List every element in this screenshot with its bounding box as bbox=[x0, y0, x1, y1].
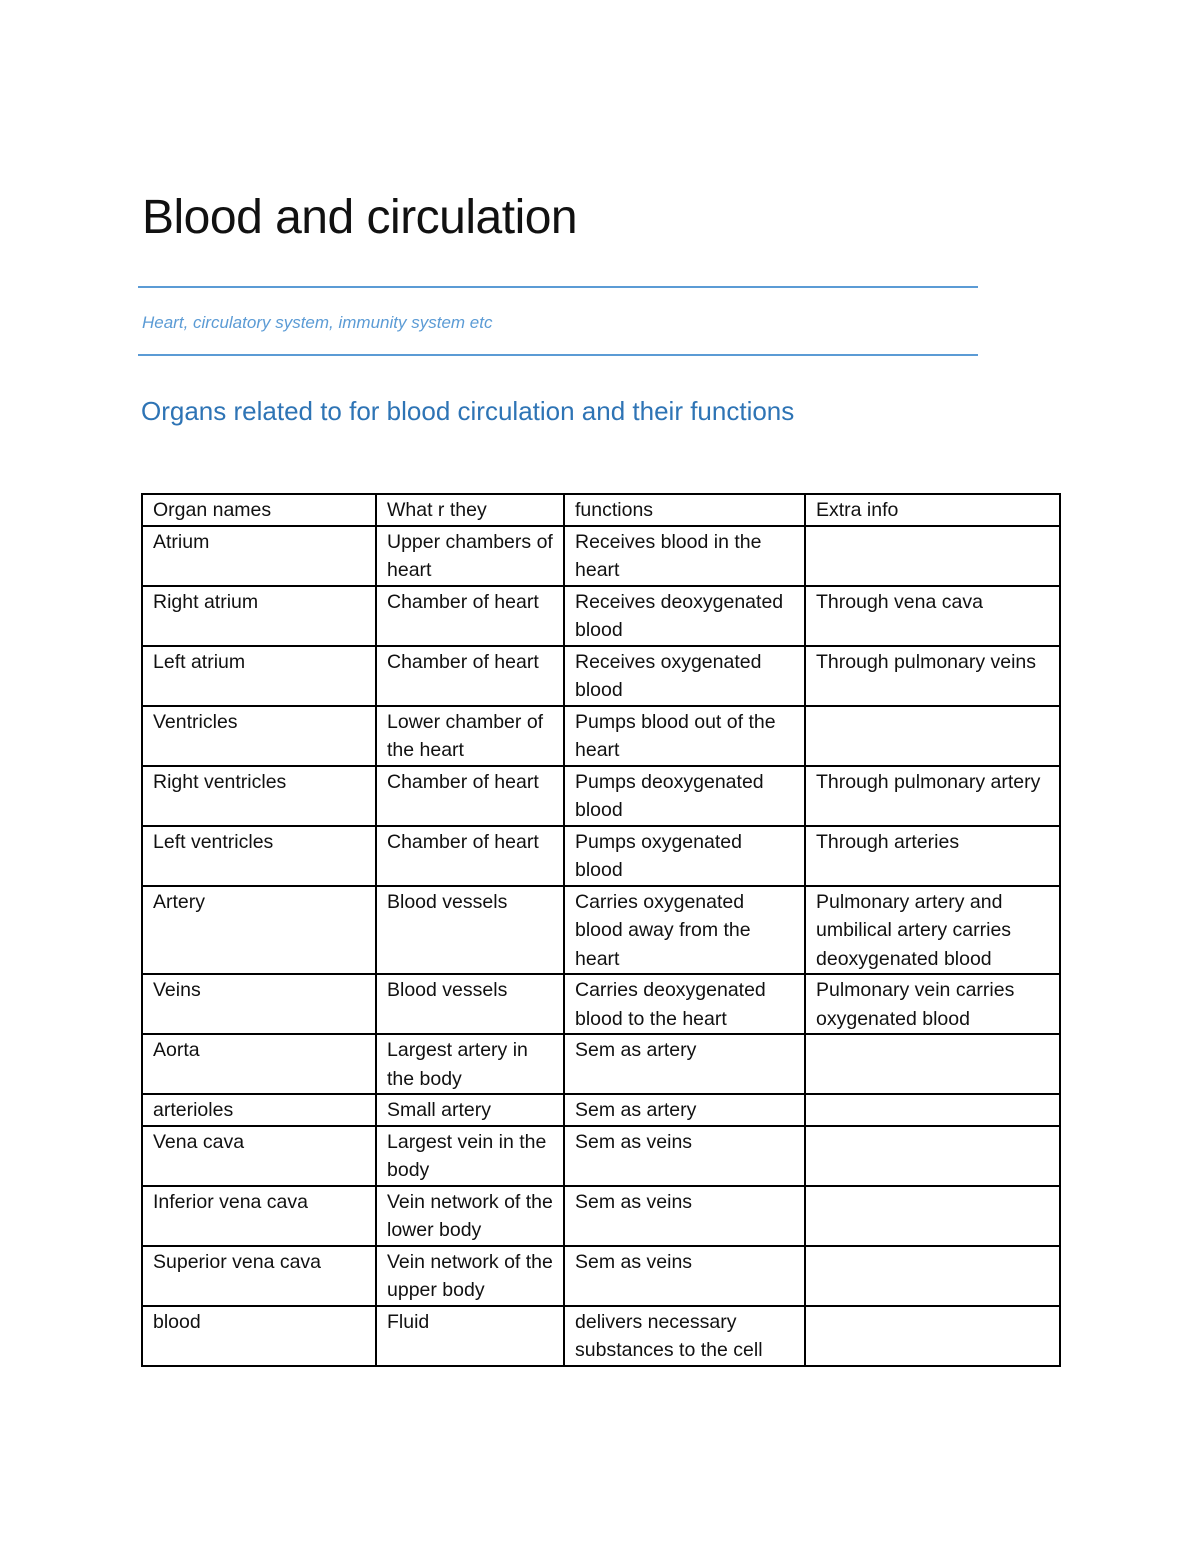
section-heading: Organs related to for blood circulation and their functions bbox=[141, 396, 795, 426]
what-cell: Chamber of heart bbox=[376, 826, 564, 886]
table-row bbox=[142, 1094, 1060, 1126]
page-title: Blood and circulation bbox=[142, 191, 578, 244]
extra-info-cell: Through pulmonary artery bbox=[805, 766, 1060, 826]
function-cell: Pumps blood out of the heart bbox=[564, 706, 805, 766]
organ-name-cell: Artery bbox=[142, 886, 376, 975]
organ-name-cell: Vena cava bbox=[142, 1126, 376, 1186]
table-row bbox=[142, 974, 1060, 1034]
what-cell: Chamber of heart bbox=[376, 766, 564, 826]
function-cell: Sem as artery bbox=[564, 1094, 805, 1126]
extra-info-cell bbox=[805, 1126, 1060, 1186]
extra-info-cell bbox=[805, 1306, 1060, 1366]
function-cell: Pumps oxygenated blood bbox=[564, 826, 805, 886]
table-row bbox=[142, 1246, 1060, 1306]
table-body bbox=[142, 526, 1060, 1366]
what-cell: Small artery bbox=[376, 1094, 564, 1126]
table-row bbox=[142, 646, 1060, 706]
what-cell: Largest vein in the body bbox=[376, 1126, 564, 1186]
table-row bbox=[142, 586, 1060, 646]
table-row bbox=[142, 1126, 1060, 1186]
extra-info-cell bbox=[805, 1094, 1060, 1126]
table-row bbox=[142, 526, 1060, 586]
organ-name-cell: Right atrium bbox=[142, 586, 376, 646]
organ-name-cell: Inferior vena cava bbox=[142, 1186, 376, 1246]
function-cell: Receives oxygenated blood bbox=[564, 646, 805, 706]
extra-info-cell: Through arteries bbox=[805, 826, 1060, 886]
extra-info-cell bbox=[805, 1186, 1060, 1246]
table-row bbox=[142, 1186, 1060, 1246]
header-functions: functions bbox=[564, 494, 805, 526]
what-cell: Fluid bbox=[376, 1306, 564, 1366]
table-header-row bbox=[142, 494, 1060, 526]
extra-info-cell: Pulmonary artery and umbilical artery carries deoxygenated blood bbox=[805, 886, 1060, 975]
organ-name-cell: Right ventricles bbox=[142, 766, 376, 826]
extra-info-cell bbox=[805, 1246, 1060, 1306]
organ-name-cell: Atrium bbox=[142, 526, 376, 586]
table-row bbox=[142, 826, 1060, 886]
extra-info-cell bbox=[805, 526, 1060, 586]
function-cell: delivers necessary substances to the cell bbox=[564, 1306, 805, 1366]
function-cell: Receives deoxygenated blood bbox=[564, 586, 805, 646]
page-subtitle: Heart, circulatory system, immunity system etc bbox=[142, 313, 493, 332]
function-cell: Pumps deoxygenated blood bbox=[564, 766, 805, 826]
what-cell: Lower chamber of the heart bbox=[376, 706, 564, 766]
organ-name-cell: Aorta bbox=[142, 1034, 376, 1094]
organ-name-cell: Superior vena cava bbox=[142, 1246, 376, 1306]
extra-info-cell: Pulmonary vein carries oxygenated blood bbox=[805, 974, 1060, 1034]
extra-info-cell: Through vena cava bbox=[805, 586, 1060, 646]
what-cell: Largest artery in the body bbox=[376, 1034, 564, 1094]
what-cell: Vein network of the upper body bbox=[376, 1246, 564, 1306]
extra-info-cell bbox=[805, 1034, 1060, 1094]
what-cell: Blood vessels bbox=[376, 974, 564, 1034]
table-row bbox=[142, 1034, 1060, 1094]
header-what-r-they: What r they bbox=[376, 494, 564, 526]
table-row bbox=[142, 886, 1060, 975]
what-cell: Chamber of heart bbox=[376, 646, 564, 706]
function-cell: Sem as veins bbox=[564, 1186, 805, 1246]
function-cell: Sem as veins bbox=[564, 1126, 805, 1186]
table-row bbox=[142, 766, 1060, 826]
function-cell: Sem as veins bbox=[564, 1246, 805, 1306]
organ-name-cell: blood bbox=[142, 1306, 376, 1366]
function-cell: Carries deoxygenated blood to the heart bbox=[564, 974, 805, 1034]
function-cell: Sem as artery bbox=[564, 1034, 805, 1094]
header-organ-names: Organ names bbox=[142, 494, 376, 526]
what-cell: Upper chambers of heart bbox=[376, 526, 564, 586]
organ-name-cell: Veins bbox=[142, 974, 376, 1034]
table-row bbox=[142, 1306, 1060, 1366]
title-divider-bottom bbox=[138, 354, 978, 356]
what-cell: Vein network of the lower body bbox=[376, 1186, 564, 1246]
organ-table bbox=[141, 493, 1061, 1367]
organ-name-cell: arterioles bbox=[142, 1094, 376, 1126]
extra-info-cell bbox=[805, 706, 1060, 766]
what-cell: Chamber of heart bbox=[376, 586, 564, 646]
what-cell: Blood vessels bbox=[376, 886, 564, 975]
function-cell: Carries oxygenated blood away from the heart bbox=[564, 886, 805, 975]
header-extra-info: Extra info bbox=[805, 494, 1060, 526]
function-cell: Receives blood in the heart bbox=[564, 526, 805, 586]
extra-info-cell: Through pulmonary veins bbox=[805, 646, 1060, 706]
title-divider-top bbox=[138, 286, 978, 288]
organ-name-cell: Left ventricles bbox=[142, 826, 376, 886]
table-row bbox=[142, 706, 1060, 766]
organ-name-cell: Ventricles bbox=[142, 706, 376, 766]
organ-name-cell: Left atrium bbox=[142, 646, 376, 706]
